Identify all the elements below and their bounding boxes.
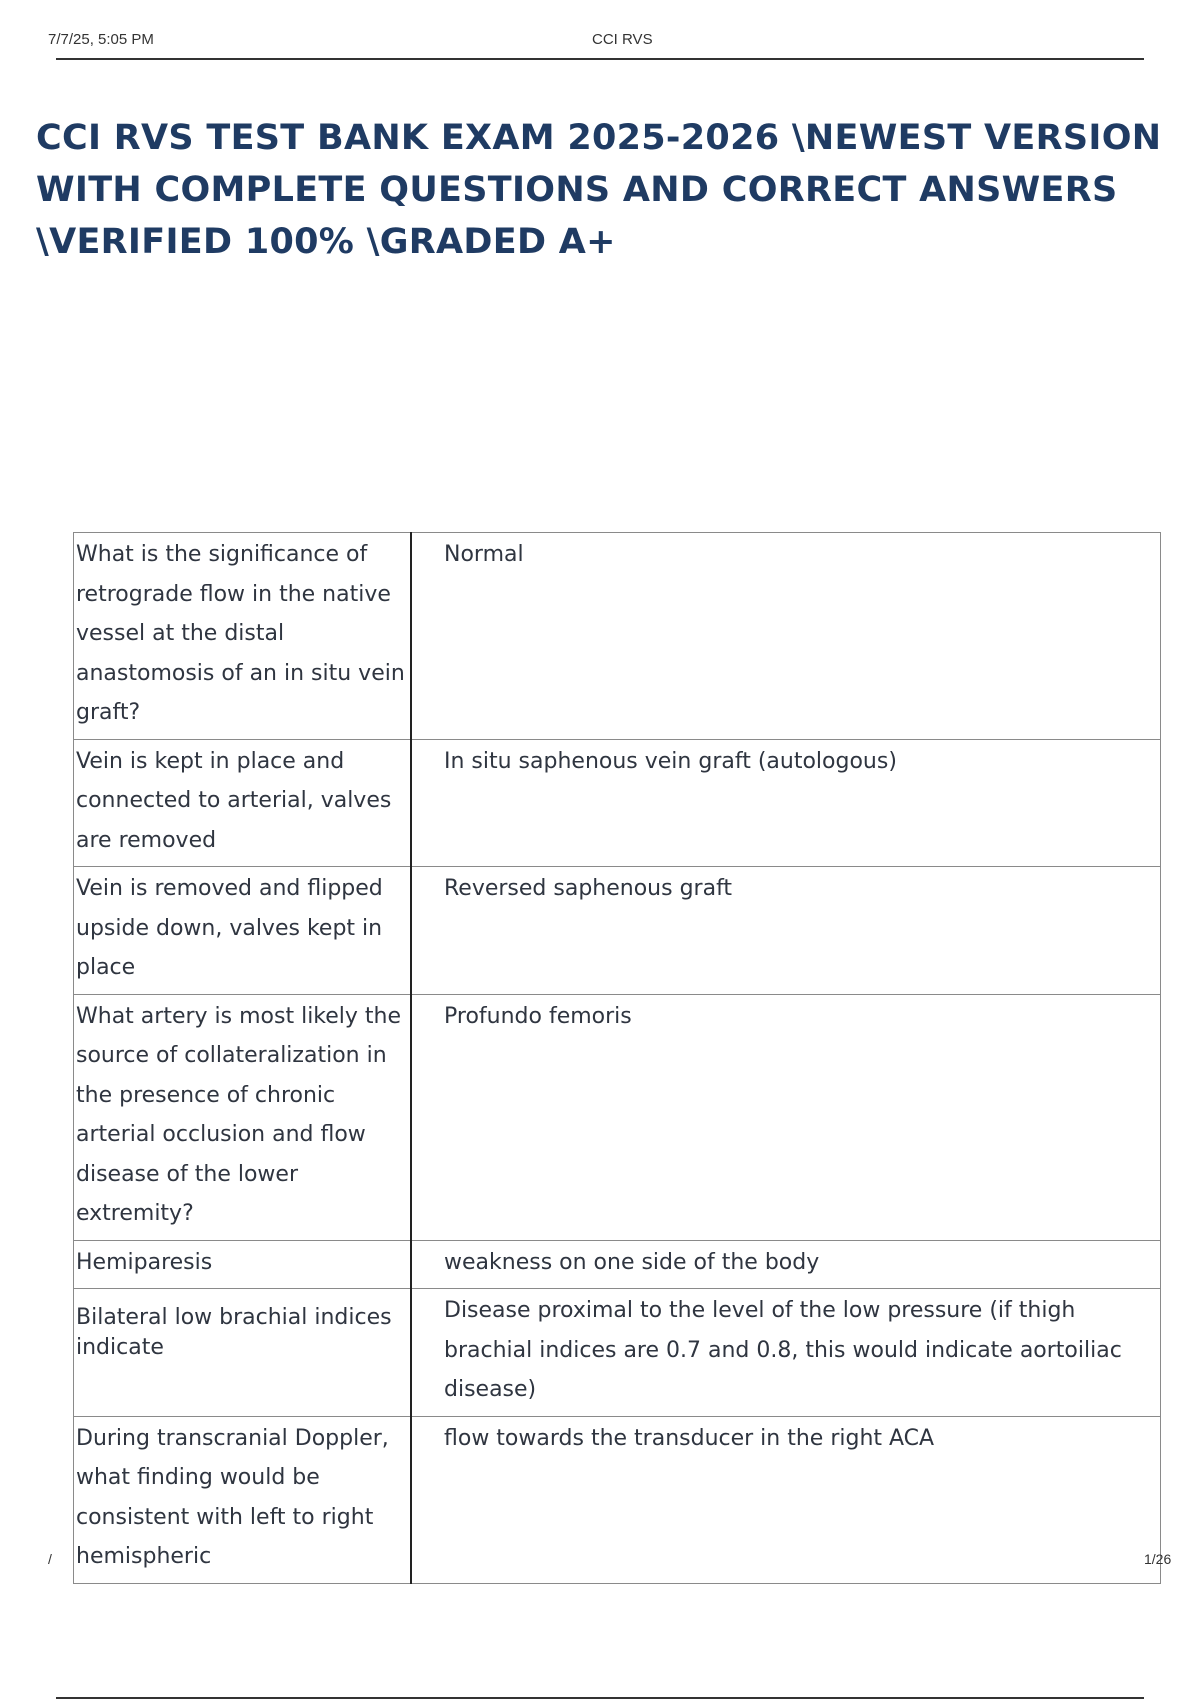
table-row: [74, 1240, 1161, 1289]
question-cell: Hemiparesis: [74, 1240, 412, 1289]
table-row: [74, 1289, 1161, 1417]
answer-cell: Normal: [411, 533, 1161, 740]
qa-table: [73, 532, 1161, 1584]
table-row: [74, 533, 1161, 740]
table-row: [74, 1416, 1161, 1583]
footer-mark: /: [48, 1551, 52, 1567]
print-site-title: CCI RVS: [592, 31, 653, 48]
page-indicator: 1/26: [1144, 1551, 1172, 1567]
question-cell: Bilateral low brachial indices indicate: [74, 1289, 412, 1417]
answer-cell: weakness on one side of the body: [411, 1240, 1161, 1289]
answer-cell: Profundo femoris: [411, 994, 1161, 1240]
print-datetime: 7/7/25, 5:05 PM: [48, 31, 154, 48]
question-cell: Vein is kept in place and connected to arterial, valves are removed: [74, 739, 412, 867]
answer-cell: Reversed saphenous graft: [411, 867, 1161, 995]
table-row: [74, 994, 1161, 1240]
bottom-divider: [56, 1697, 1144, 1699]
question-cell: What artery is most likely the source of collateralization in the presence of chronic arterial occlusion and flow disease of the lower extremity?: [74, 994, 412, 1240]
table-row: [74, 867, 1161, 995]
answer-cell: Disease proximal to the level of the low pressure (if thigh brachial indices are 0.7 and 0.8, this would indicate aortoiliac disease): [411, 1289, 1161, 1417]
print-header: [48, 28, 1144, 60]
document-title: CCI RVS TEST BANK EXAM 2025-2026 \NEWEST VERSION WITH COMPLETE QUESTIONS AND CORRECT ANSWERS \VERIFIED 100% \GRADED A+: [36, 118, 1162, 262]
question-cell: Vein is removed and flipped upside down, valves kept in place: [74, 867, 412, 995]
question-cell: During transcranial Doppler, what finding would be consistent with left to right hemispheric: [74, 1416, 412, 1583]
question-cell: What is the significance of retrograde flow in the native vessel at the distal anastomosis of an in situ vein graft?: [74, 533, 412, 740]
answer-cell: flow towards the transducer in the right ACA: [411, 1416, 1161, 1583]
answer-cell: In situ saphenous vein graft (autologous): [411, 739, 1161, 867]
table-row: [74, 739, 1161, 867]
